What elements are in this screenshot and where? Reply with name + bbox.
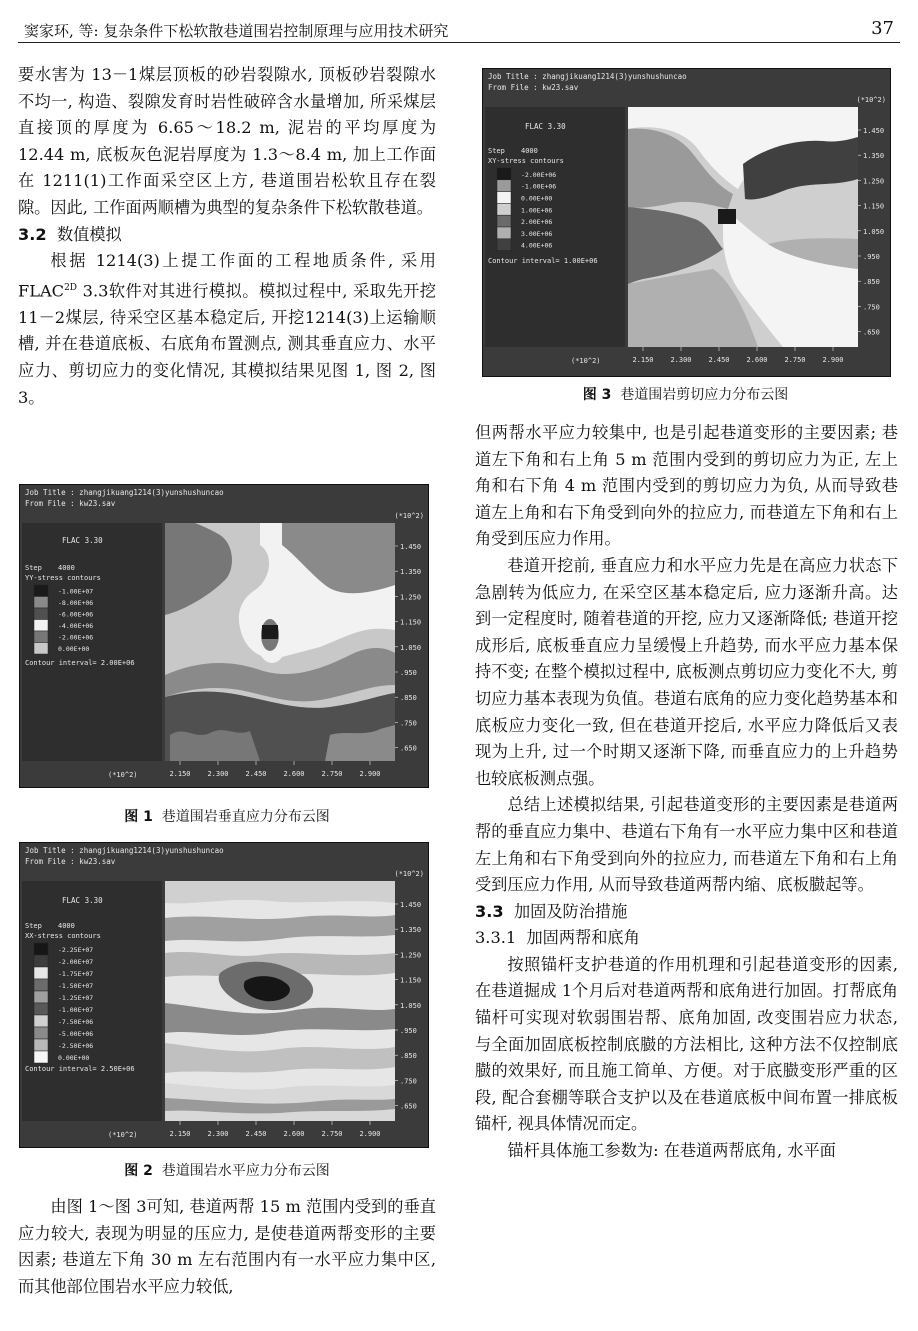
step-label: Step [488,147,505,155]
legend-label: -2.00E+06 [521,170,557,179]
y-tick-label: 1.250 [863,177,885,186]
legend-label: 1.00E+06 [521,206,553,215]
x-tick-label: 2.300 [207,770,229,778]
legend-swatch [497,192,511,204]
contour-title: YY-stress contours [25,574,101,582]
contour-interval: Contour interval= 1.00E+06 [488,257,598,265]
flac-label: FLAC 3.30 [525,122,566,131]
section-heading-3-3 [475,899,898,926]
superscript: 2D [64,282,78,293]
subsection-number: 3.3.1 [475,928,517,948]
legend-swatch [34,943,48,955]
caption-number: 图 1 [124,809,153,825]
legend-label: 0.00E+00 [58,645,90,654]
figure-1-svg [20,485,428,787]
x-tick-label: 2.150 [169,770,191,778]
legend-swatch [497,180,511,192]
x-tick-label: 2.900 [359,1130,381,1138]
legend-swatch [34,1051,48,1063]
legend-label: -1.00E+06 [521,182,557,191]
from-file: From File : kw23.sav [25,499,116,508]
legend-label: 0.00E+00 [58,1054,90,1062]
x-tick-label: 2.900 [822,356,844,364]
x-tick-label: 2.150 [632,356,654,364]
legend-swatch [497,227,511,239]
figure-3-svg [483,69,890,376]
from-file: From File : kw23.sav [25,857,116,866]
x-tick-label: 2.450 [245,770,267,778]
step-value: 4000 [521,147,538,155]
x-tick-label: 2.750 [321,770,343,778]
job-title: Job Title : zhangjikuang1214(3)yunshushuncao [488,72,687,81]
y-tick-label: .850 [400,694,417,703]
legend-label: -2.50E+06 [58,1042,94,1050]
legend-label: -1.75E+07 [58,970,94,978]
from-file: From File : kw23.sav [488,83,579,92]
legend-label: -7.50E+06 [58,1018,94,1026]
flac-label: FLAC 3.30 [62,536,103,545]
x-tick-label: 2.450 [708,356,730,364]
y-tick-label: 1.250 [400,951,422,960]
x-tick-label: 2.450 [245,1130,267,1138]
contour-title: XY-stress contours [488,157,564,165]
y-tick-label: 1.450 [400,901,422,909]
page-header [18,12,900,43]
legend-label: -1.25E+07 [58,994,94,1002]
legend-label: -1.00E+07 [58,1006,94,1014]
section-heading-3-2 [18,222,436,249]
legend-swatch [34,1027,48,1039]
legend-swatch [34,967,48,979]
legend-swatch [497,203,511,215]
y-tick-label: .850 [400,1052,417,1061]
section-number: 3.2 [18,224,47,244]
caption-text: 巷道围岩垂直应力分布云图 [161,809,330,825]
caption-text: 巷道围岩水平应力分布云图 [161,1163,330,1179]
legend-swatch [497,168,511,180]
legend-label: -2.25E+07 [58,946,94,954]
figure-1-caption [18,806,436,826]
x-tick-label: 2.600 [283,1130,305,1138]
legend-label: -5.00E+06 [58,1030,94,1038]
right-column [475,420,898,1165]
y-tick-label: .750 [863,303,880,312]
y-tick-label: 1.150 [400,618,422,627]
legend-swatch [34,1015,48,1027]
legend-label: 4.00E+06 [521,241,553,250]
legend-swatch [34,1039,48,1051]
legend-label: -4.00E+06 [58,622,94,631]
y-multiplier: (*10^2) [394,512,424,520]
legend-swatch [34,585,48,597]
caption-text: 巷道围岩剪切应力分布云图 [620,387,789,403]
y-tick-label: .850 [863,278,880,287]
x-tick-label: 2.600 [283,770,305,778]
x-tick-label: 2.600 [746,356,768,364]
y-tick-label: 1.050 [863,227,885,236]
y-tick-label: 1.050 [400,643,422,652]
step-value: 4000 [58,922,75,930]
y-tick-label: 1.350 [400,926,422,935]
caption-number: 图 2 [124,1163,153,1179]
paragraph-geology: 要水害为 13－1煤层顶板的砂岩裂隙水, 顶板砂岩裂隙水不均一, 构造、裂隙发育时岩性破碎含水量增加, 所采煤层直接顶的厚度为 6.65～18.2 m, 泥岩的平均厚度为 12.44 m, 底板灰色泥岩厚度为 1.3～8.4 m, 加上工作面在 1211(1)工作面采空区上方, 巷道围岩松软且存在裂隙。因此, 工作面两顺槽为典型的复杂条件下松软散巷道。 [18,65,436,217]
y-tick-label: 1.050 [400,1001,422,1010]
contour-plot [165,523,395,761]
paragraph-reinforcement: 按照锚杆支护巷道的作用机理和引起巷道变形的因素, 在巷道掘成 1个月后对巷道两帮和底角进行加固。打帮底角锚杆可实现对软弱围岩帮、底角加固, 改变围岩应力状态, 与全面加固底板控制底臌的方法相比, 这种方法不仅控制底臌的效果好, 而且施工简单、方便。对于底臌变形严重的区段, 配合套棚等联合支护以及在巷道底板中间布置一排底板锚杆, 视具体情况而定。 [475,954,898,1134]
left-column [18,62,436,411]
left-bottom-text [18,1194,436,1300]
contour-plot [165,881,395,1121]
legend-swatch [34,608,48,620]
legend-swatch [34,631,48,643]
paragraph-part: 3.3软件对其进行模拟。模拟过程中, 采取先开挖 11－2煤层, 待采空区基本稳定后, 开挖1214(3)上运输顺槽, 并在巷道底板、右底角布置测点, 测其垂直应力、水平应力、剪切应力的变化情况, 其模拟结果见图 1, 图 2, 图 3。 [18,281,436,407]
figure-3-plot [482,68,891,377]
legend-label: -2.00E+07 [58,958,94,966]
y-tick-label: 1.450 [400,543,422,551]
y-tick-label: .750 [400,719,417,728]
paragraph-shear: 但两帮水平应力较集中, 也是引起巷道变形的主要因素; 巷道左下角和右上角 5 m 范围内受到的剪切应力为正, 左上角和右下角 4 m 范围内受到的剪切应力为负, 从而导致巷道左上角和右下角受到向外的拉应力, 而巷道左下角和右上角受到压应力作用。 [475,423,898,549]
section-title: 加固及防治措施 [513,901,628,921]
job-title: Job Title : zhangjikuang1214(3)yunshushuncao [25,846,224,855]
legend-label: -8.00E+06 [58,599,94,608]
legend-swatch [34,955,48,967]
running-title: 窦家环, 等: 复杂条件下松软散巷道围岩控制原理与应用技术研究 [24,22,449,40]
paragraph-part: 根据 1214(3)上提工作面的工程地质条件, 采用 FLAC [18,251,436,301]
y-tick-label: .650 [400,1102,417,1111]
y-tick-label: 1.150 [863,202,885,211]
step-label: Step [25,922,42,930]
figure-1-plot [19,484,429,788]
y-tick-label: 1.450 [863,127,885,135]
flac-label: FLAC 3.30 [62,896,103,905]
legend-swatch [497,239,511,251]
y-tick-label: .950 [400,1027,417,1035]
y-tick-label: .650 [863,328,880,337]
y-tick-label: 1.250 [400,593,422,602]
x-multiplier: (*10^2) [108,1131,138,1139]
legend-label: 3.00E+06 [521,229,553,238]
legend-swatch [34,643,48,655]
legend-swatch [34,620,48,632]
legend-swatch [34,979,48,991]
y-tick-label: 1.350 [400,568,422,577]
y-multiplier: (*10^2) [394,870,424,878]
legend-label: 2.00E+06 [521,218,553,227]
legend-swatch [34,597,48,609]
job-title: Job Title : zhangjikuang1214(3)yunshushuncao [25,488,224,497]
figure-2-svg [20,843,428,1147]
x-tick-label: 2.750 [321,1130,343,1138]
contour-plot [628,107,858,347]
x-tick-label: 2.150 [169,1130,191,1138]
x-tick-label: 2.900 [359,770,381,778]
y-tick-label: .750 [400,1077,417,1086]
page-number: 37 [871,18,894,39]
x-multiplier: (*10^2) [571,357,601,365]
legend-swatch [497,215,511,227]
figure-3-caption [482,384,889,404]
legend-label: -1.00E+07 [58,587,94,596]
x-tick-label: 2.750 [784,356,806,364]
legend-label: 0.00E+00 [521,194,553,203]
x-tick-label: 2.300 [670,356,692,364]
paragraph-simulation [18,248,436,411]
section-title: 数值模拟 [56,224,122,244]
y-tick-label: 1.350 [863,152,885,161]
x-multiplier: (*10^2) [108,771,138,779]
paragraph-parameters: 锚杆具体施工参数为: 在巷道两帮底角, 水平面 [507,1141,836,1161]
y-multiplier: (*10^2) [856,96,886,104]
figure-2-caption [18,1160,436,1180]
legend-swatch [34,991,48,1003]
legend-label: -1.50E+07 [58,982,94,990]
subsection-title: 加固两帮和底角 [526,928,640,948]
y-tick-label: .950 [863,253,880,261]
contour-interval: Contour interval= 2.00E+06 [25,659,135,667]
contour-title: XX-stress contours [25,932,101,940]
legend-label: -2.00E+06 [58,633,94,642]
step-value: 4000 [58,564,75,572]
paragraph-figure-analysis: 由图 1～图 3可知, 巷道两帮 15 m 范围内受到的垂直应力较大, 表现为明显的压应力, 是使巷道两帮变形的主要因素; 巷道左下角 30 m 左右范围内有一水平应力集中区, 而其他部位围岩水平应力较低, [18,1197,436,1296]
figure-2-plot [19,842,429,1148]
contour-interval: Contour interval= 2.50E+06 [25,1065,135,1073]
paragraph-excavation: 巷道开挖前, 垂直应力和水平应力先是在高应力状态下急剧转为低应力, 在采空区基本稳定后, 应力逐渐升高。达到一定程度时, 随着巷道的开挖, 应力又逐渐降低; 巷道开挖成形后, 底板垂直应力呈缓慢上升趋势, 而水平应力基本保持不变; 在整个模拟过程中, 底板测点剪切应力变化不大, 剪切应力基本表现为负值。巷道右底角的应力变化趋势基本和底板应力变化一致, 但在巷道开挖后, 水平应力降低后又表现为上升, 过一个时期又逐渐下降, 而垂直应力的上升趋势也较底板测点强。 [475,555,898,788]
y-tick-label: .650 [400,744,417,753]
legend-label: -6.00E+06 [58,610,94,619]
legend-swatch [34,1003,48,1015]
paragraph-summary: 总结上述模拟结果, 引起巷道变形的主要因素是巷道两帮的垂直应力集中、巷道右下角有一水平应力集中区和巷道左上角和右下角受到向外的拉应力, 而巷道左下角和右上角受到压应力作用, 从而导致巷道两帮内缩、底板臌起等。 [475,795,898,895]
section-heading-3-3-1 [475,925,898,952]
x-tick-label: 2.300 [207,1130,229,1138]
section-number: 3.3 [475,901,504,921]
step-label: Step [25,564,42,572]
caption-number: 图 3 [582,387,612,403]
y-tick-label: .950 [400,669,417,677]
y-tick-label: 1.150 [400,976,422,985]
